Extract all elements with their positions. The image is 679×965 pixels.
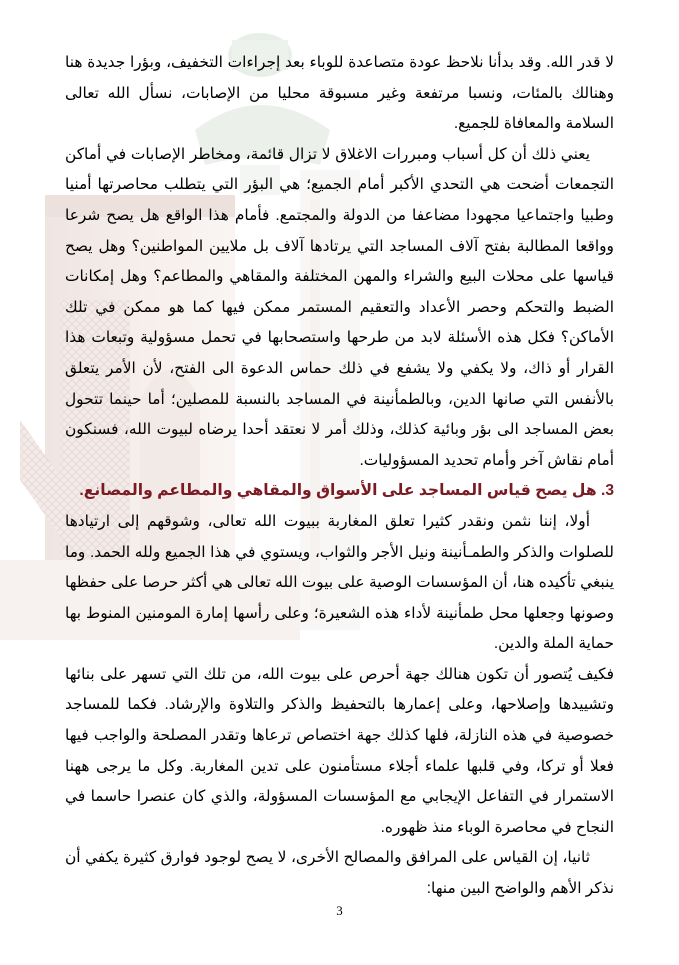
section-heading-3: 3. هل يصح قياس المساجد على الأسواق والمقاهي والمطاعم والمصانع. bbox=[79, 482, 614, 500]
paragraph-first-point: أولا، إننا نثمن ونقدر كثيرا تعلق المغاربة ببيوت الله تعالى، وشوقهم إلى ارتيادها للصلوات والذكر والطمـأنينة ونيل الأجر والثواب، ويستوي في هذا الجميع ولله الحمد. وما ينبغي تأكيده هنا، أن المؤسسات الوصية على بيوت الله تعالى هي أكثر حرصا على حفظها وصونها وجعلها محل طمأنينة لأداء هذه الشعيرة؛ وعلى رأسها إمارة المومنين المنوط بها حماية الملة والدين. bbox=[65, 512, 614, 653]
document-body bbox=[65, 48, 614, 905]
paragraph-institutions: فكيف يُتصور أن تكون هنالك جهة أحرص على بيوت الله، من تلك التي تسهر على بنائها وتشييدها وإصلاحها، وعلى إعمارها بالتحفيظ والذكر والتلاوة والإرشاد. فكما للمساجد خصوصية في هذه النازلة، فلها كذلك جهة اختصاص ترعاها وتقدر المصلحة والواجب فيها فعلا أو تركا، وفي قلبها علماء أجلاء مستأمنون على تدين المغاربة. وكل ما يرجى ههنا الاستمرار في التفاعل الإيجابي مع المؤسسات المسؤولة، والذي كان عنصرا حاسما في النجاح في محاصرة الوباء منذ ظهوره. bbox=[65, 665, 614, 836]
paragraph-intro: لا قدر الله. وقد بدأنا نلاحظ عودة متصاعدة للوباء بعد إجراءات التخفيف، وبؤرا جديدة هنا وهنالك بالمئات، ونسبا مرتفعة وغير مسبوقة محليا من الإصابات، نسأل الله تعالى السلامة والمعافاة للجميع. bbox=[65, 54, 614, 133]
paragraph-second-point: ثانيا، إن القياس على المرافق والمصالح الأخرى، لا يصح لوجود فوارق كثيرة يكفي أن نذكر الأهم والواضح البين منها: bbox=[65, 849, 614, 898]
page-number: 3 bbox=[336, 903, 343, 918]
paragraph-closure-reasons: يعني ذلك أن كل أسباب ومبررات الاغلاق لا تزال قائمة، ومخاطر الإصابات في أماكن التجمعات أضحت هي التحدي الأكبر أمام الجميع؛ هي البؤر التي يتطلب محاصرتها أمنيا وطبيا واجتماعيا مجهودا مضاعفا من الدولة والمجتمع. فأمام هذا الواقع هل يصح شرعا وواقعا المطالبة بفتح آلاف المساجد التي يرتادها آلاف بل ملايين المواطنين؟ وهل يصح قياسها على محلات البيع والشراء والمهن المختلفة والمقاهي والمطاعم؟ وهل إمكانات الضبط والتحكم وحصر الأعداد والتعقيم المستمر ممكن فيها كما هو ممكن في تلك الأماكن؟ فكل هذه الأسئلة لابد من طرحها واستصحابها في تحمل مسؤولية وتبعات هذا القرار أو ذاك، ولا يكفي ولا يشفع في ذلك حماس الدعوة الى الفتح، لأن الأمر يتعلق بالأنفس التي صانها الدين، وبالطمأنينة في المساجد بالنسبة للمصلين؛ أما حينما تتحول بعض المساجد الى بؤر وبائية كذلك، وذلك أمر لا نعتقد أحدا يرضاه لبيوت الله، فسنكون أمام نقاش آخر وأمام تحديد المسؤوليات. bbox=[65, 145, 614, 469]
